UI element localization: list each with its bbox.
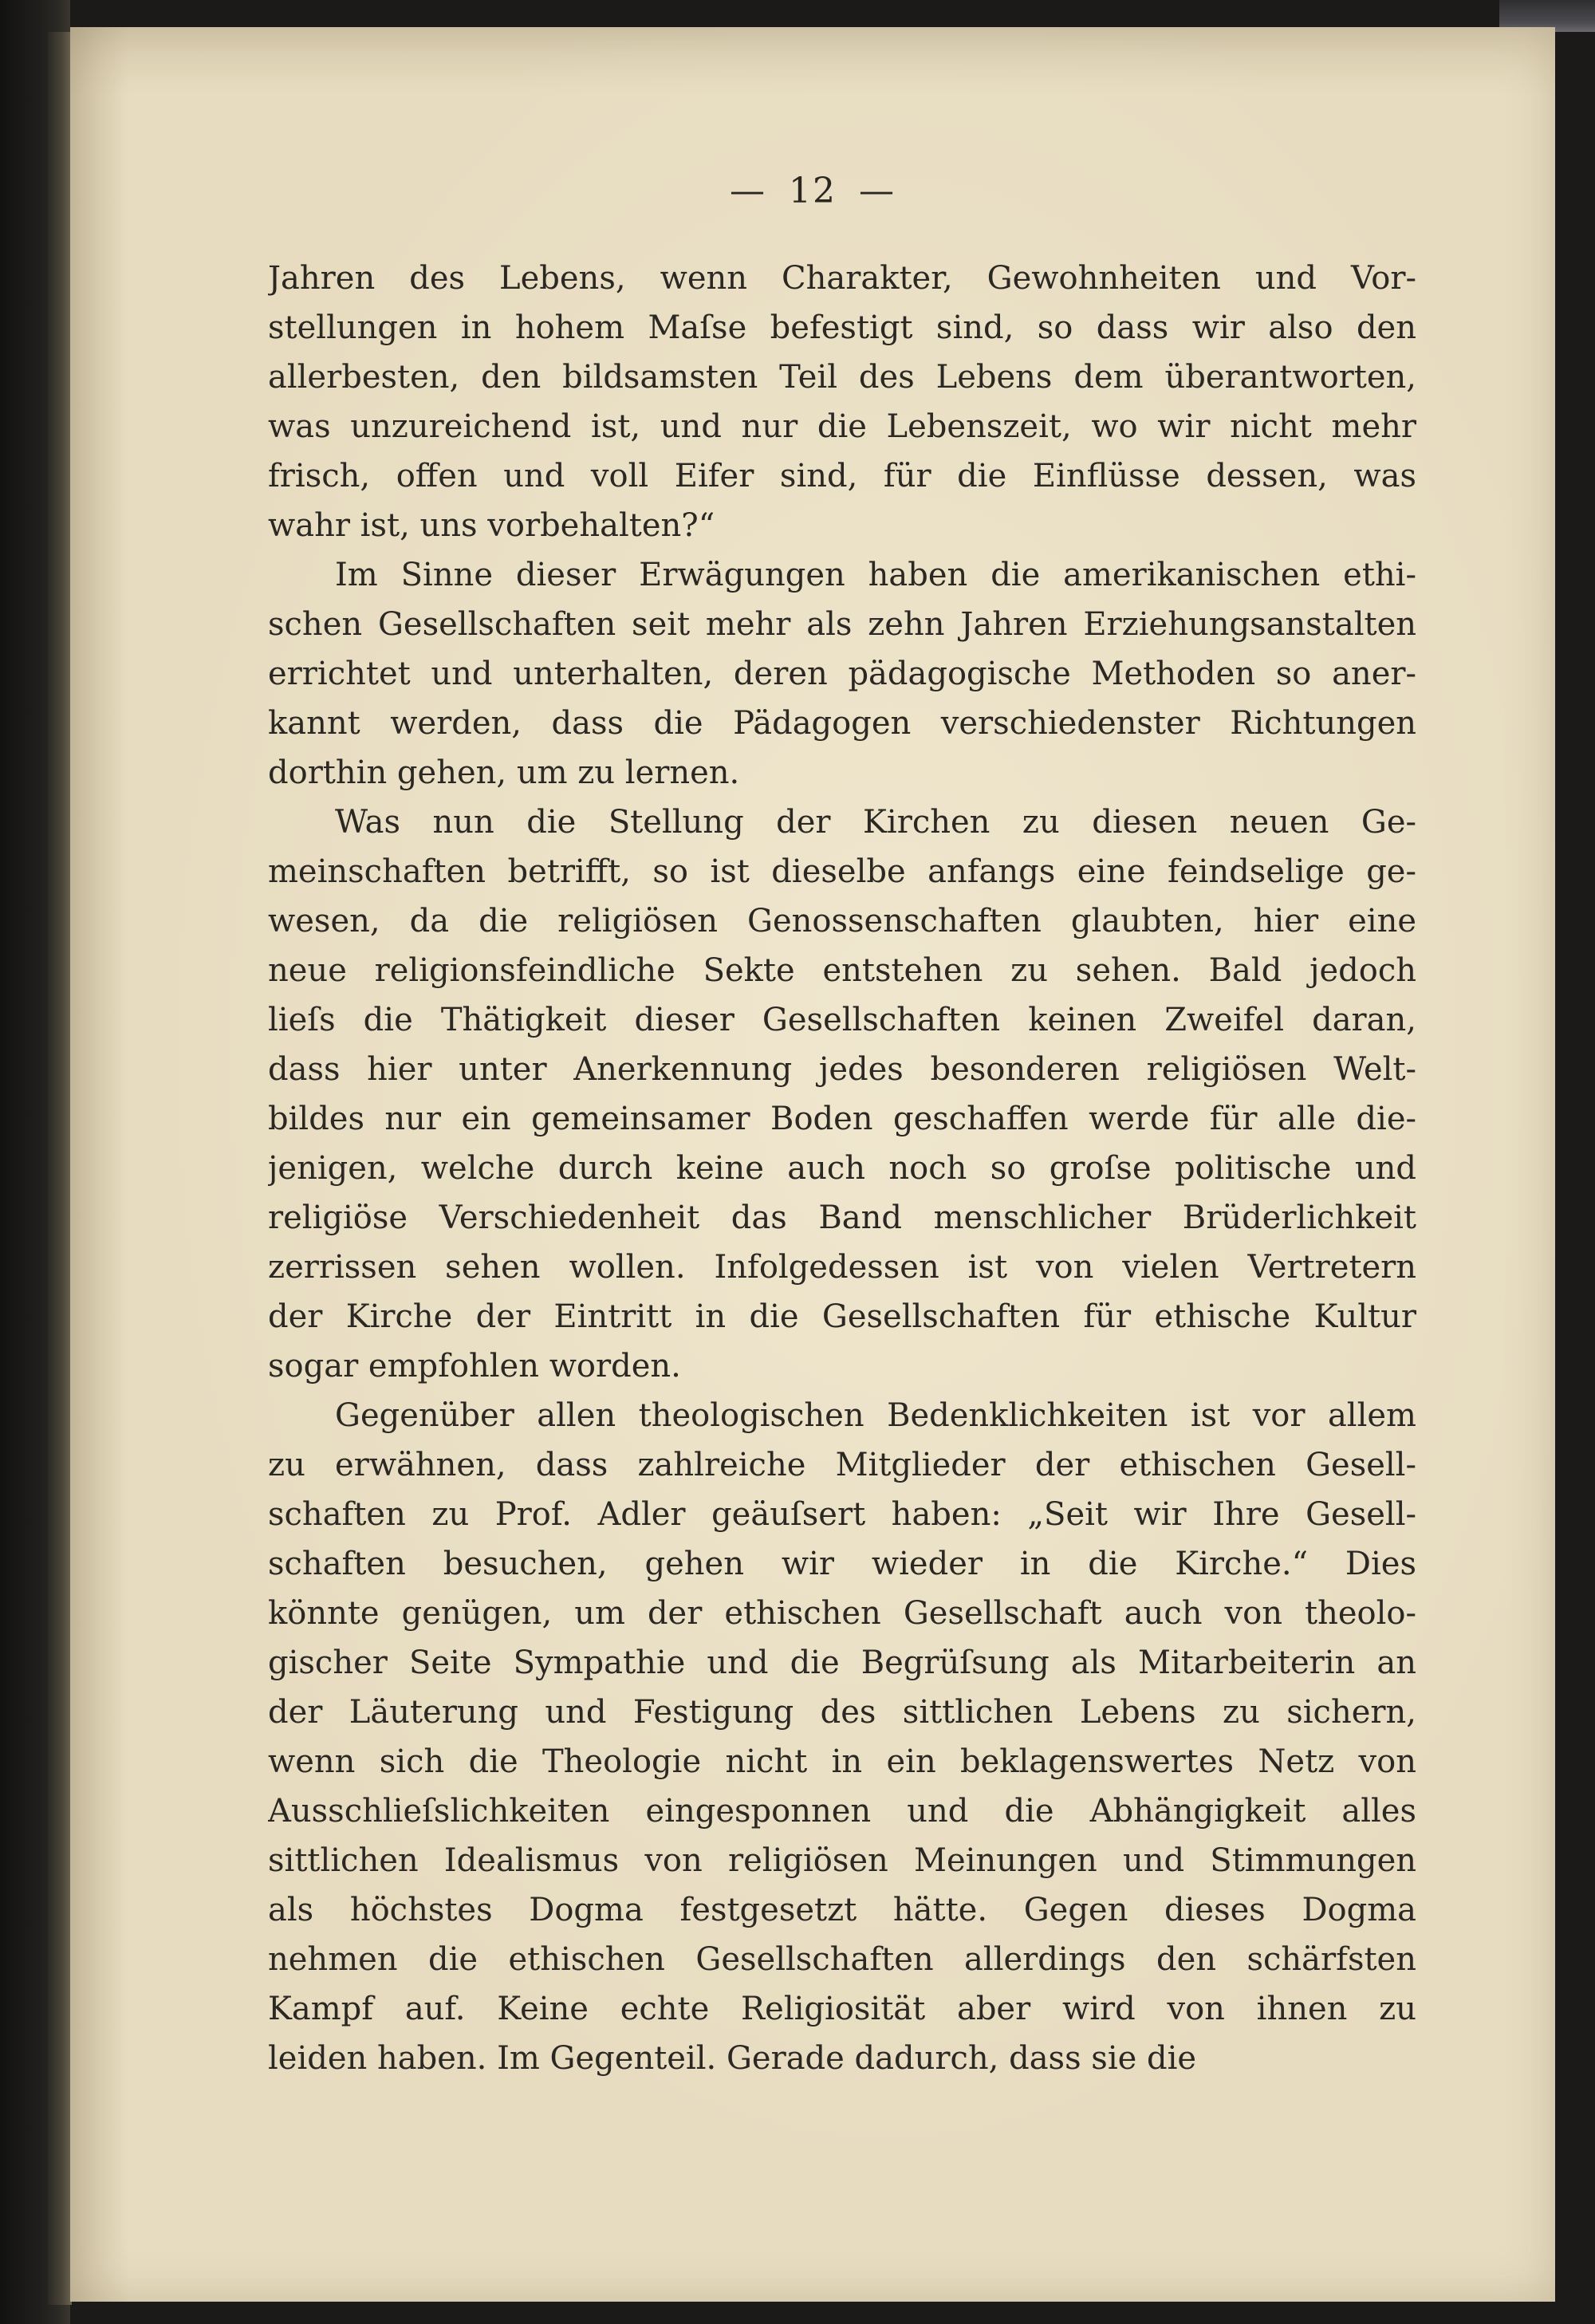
- text-line: dass hier unter Anerkennung jedes besonderen religiösen Welt-: [268, 1051, 1416, 1088]
- text-line: errichtet und unterhalten, deren pädagogische Methoden so aner-: [268, 656, 1416, 692]
- text-line: nehmen die ethischen Gesellschaften allerdings den schärfsten: [268, 1941, 1416, 1978]
- text-line: kannt werden, dass die Pädagogen verschiedenster Richtungen: [268, 705, 1416, 742]
- text-line: meinschaften betrifft, so ist dieselbe anfangs eine feindselige ge-: [268, 853, 1416, 890]
- text-line: zu erwähnen, dass zahlreiche Mitglieder der ethischen Gesell-: [268, 1447, 1416, 1483]
- text-line: könnte genügen, um der ethischen Gesellschaft auch von theolo-: [268, 1595, 1416, 1632]
- text-line: schen Gesellschaften seit mehr als zehn Jahren Erziehungsanstalten: [268, 606, 1416, 643]
- text-line: als höchstes Dogma festgesetzt hätte. Gegen dieses Dogma: [268, 1892, 1416, 1928]
- text-line: leiden haben. Im Gegenteil. Gerade dadurch, dass sie die: [268, 2040, 1197, 2077]
- text-line: Ausschlieſslichkeiten eingesponnen und die Abhängigkeit alles: [268, 1793, 1416, 1830]
- text-line: wenn sich die Theologie nicht in ein beklagenswertes Netz von: [268, 1743, 1416, 1780]
- text-line: Was nun die Stellung der Kirchen zu diesen neuen Ge-: [335, 804, 1416, 841]
- text-line: zerrissen sehen wollen. Infolgedessen ist von vielen Vertretern: [268, 1249, 1416, 1286]
- text-line: Kampf auf. Keine echte Religiosität aber wird von ihnen zu: [268, 1991, 1416, 2027]
- text-line: Im Sinne dieser Erwägungen haben die amerikanischen ethi-: [335, 557, 1416, 593]
- text-line: lieſs die Thätigkeit dieser Gesellschaften keinen Zweifel daran,: [268, 1002, 1416, 1038]
- paragraph: [268, 550, 1416, 798]
- text-line: allerbesten, den bildsamsten Teil des Lebens dem überantworten,: [268, 359, 1416, 396]
- dash-left: —: [730, 171, 766, 211]
- paragraph: [268, 254, 1416, 550]
- text-line: jenigen, welche durch keine auch noch so groſse politische und: [268, 1150, 1416, 1187]
- text-line: frisch, offen und voll Eifer sind, für die Einflüsse dessen, was: [268, 458, 1416, 494]
- dash-right: —: [859, 171, 896, 211]
- body-text: [268, 254, 1416, 2083]
- paragraph: [268, 1391, 1416, 2083]
- text-line: der Kirche der Eintritt in die Gesellschaften für ethische Kultur: [268, 1298, 1416, 1335]
- text-line: sogar empfohlen worden.: [268, 1348, 681, 1385]
- text-line: wesen, da die religiösen Genossenschaften glaubten, hier eine: [268, 903, 1416, 939]
- page-number-header: [70, 171, 1555, 211]
- text-line: dorthin gehen, um zu lernen.: [268, 754, 740, 791]
- text-line: schaften zu Prof. Adler geäuſsert haben: „Seit wir Ihre Gesell-: [268, 1496, 1416, 1533]
- text-line: bildes nur ein gemeinsamer Boden geschaffen werde für alle die-: [268, 1101, 1416, 1137]
- text-line: Jahren des Lebens, wenn Charakter, Gewohnheiten und Vor-: [268, 260, 1416, 297]
- text-line: stellungen in hohem Maſse befestigt sind, so dass wir also den: [268, 309, 1416, 346]
- book-spine-strip: [48, 32, 72, 2305]
- text-line: neue religionsfeindliche Sekte entstehen zu sehen. Bald jedoch: [268, 952, 1416, 989]
- paragraph: [268, 798, 1416, 1391]
- text-line: religiöse Verschiedenheit das Band menschlicher Brüderlichkeit: [268, 1199, 1416, 1236]
- text-line: was unzureichend ist, und nur die Lebenszeit, wo wir nicht mehr: [268, 408, 1416, 445]
- text-line: schaften besuchen, gehen wir wieder in die Kirche.“ Dies: [268, 1546, 1416, 1582]
- text-line: der Läuterung und Festigung des sittlichen Lebens zu sichern,: [268, 1694, 1416, 1731]
- text-line: gischer Seite Sympathie und die Begrüſsung als Mitarbeiterin an: [268, 1645, 1416, 1681]
- text-line: sittlichen Idealismus von religiösen Meinungen und Stimmungen: [268, 1842, 1416, 1879]
- text-line: Gegenüber allen theologischen Bedenklichkeiten ist vor allem: [335, 1397, 1416, 1434]
- text-line: wahr ist, uns vorbehalten?“: [268, 507, 715, 544]
- page-number: 12: [789, 171, 837, 211]
